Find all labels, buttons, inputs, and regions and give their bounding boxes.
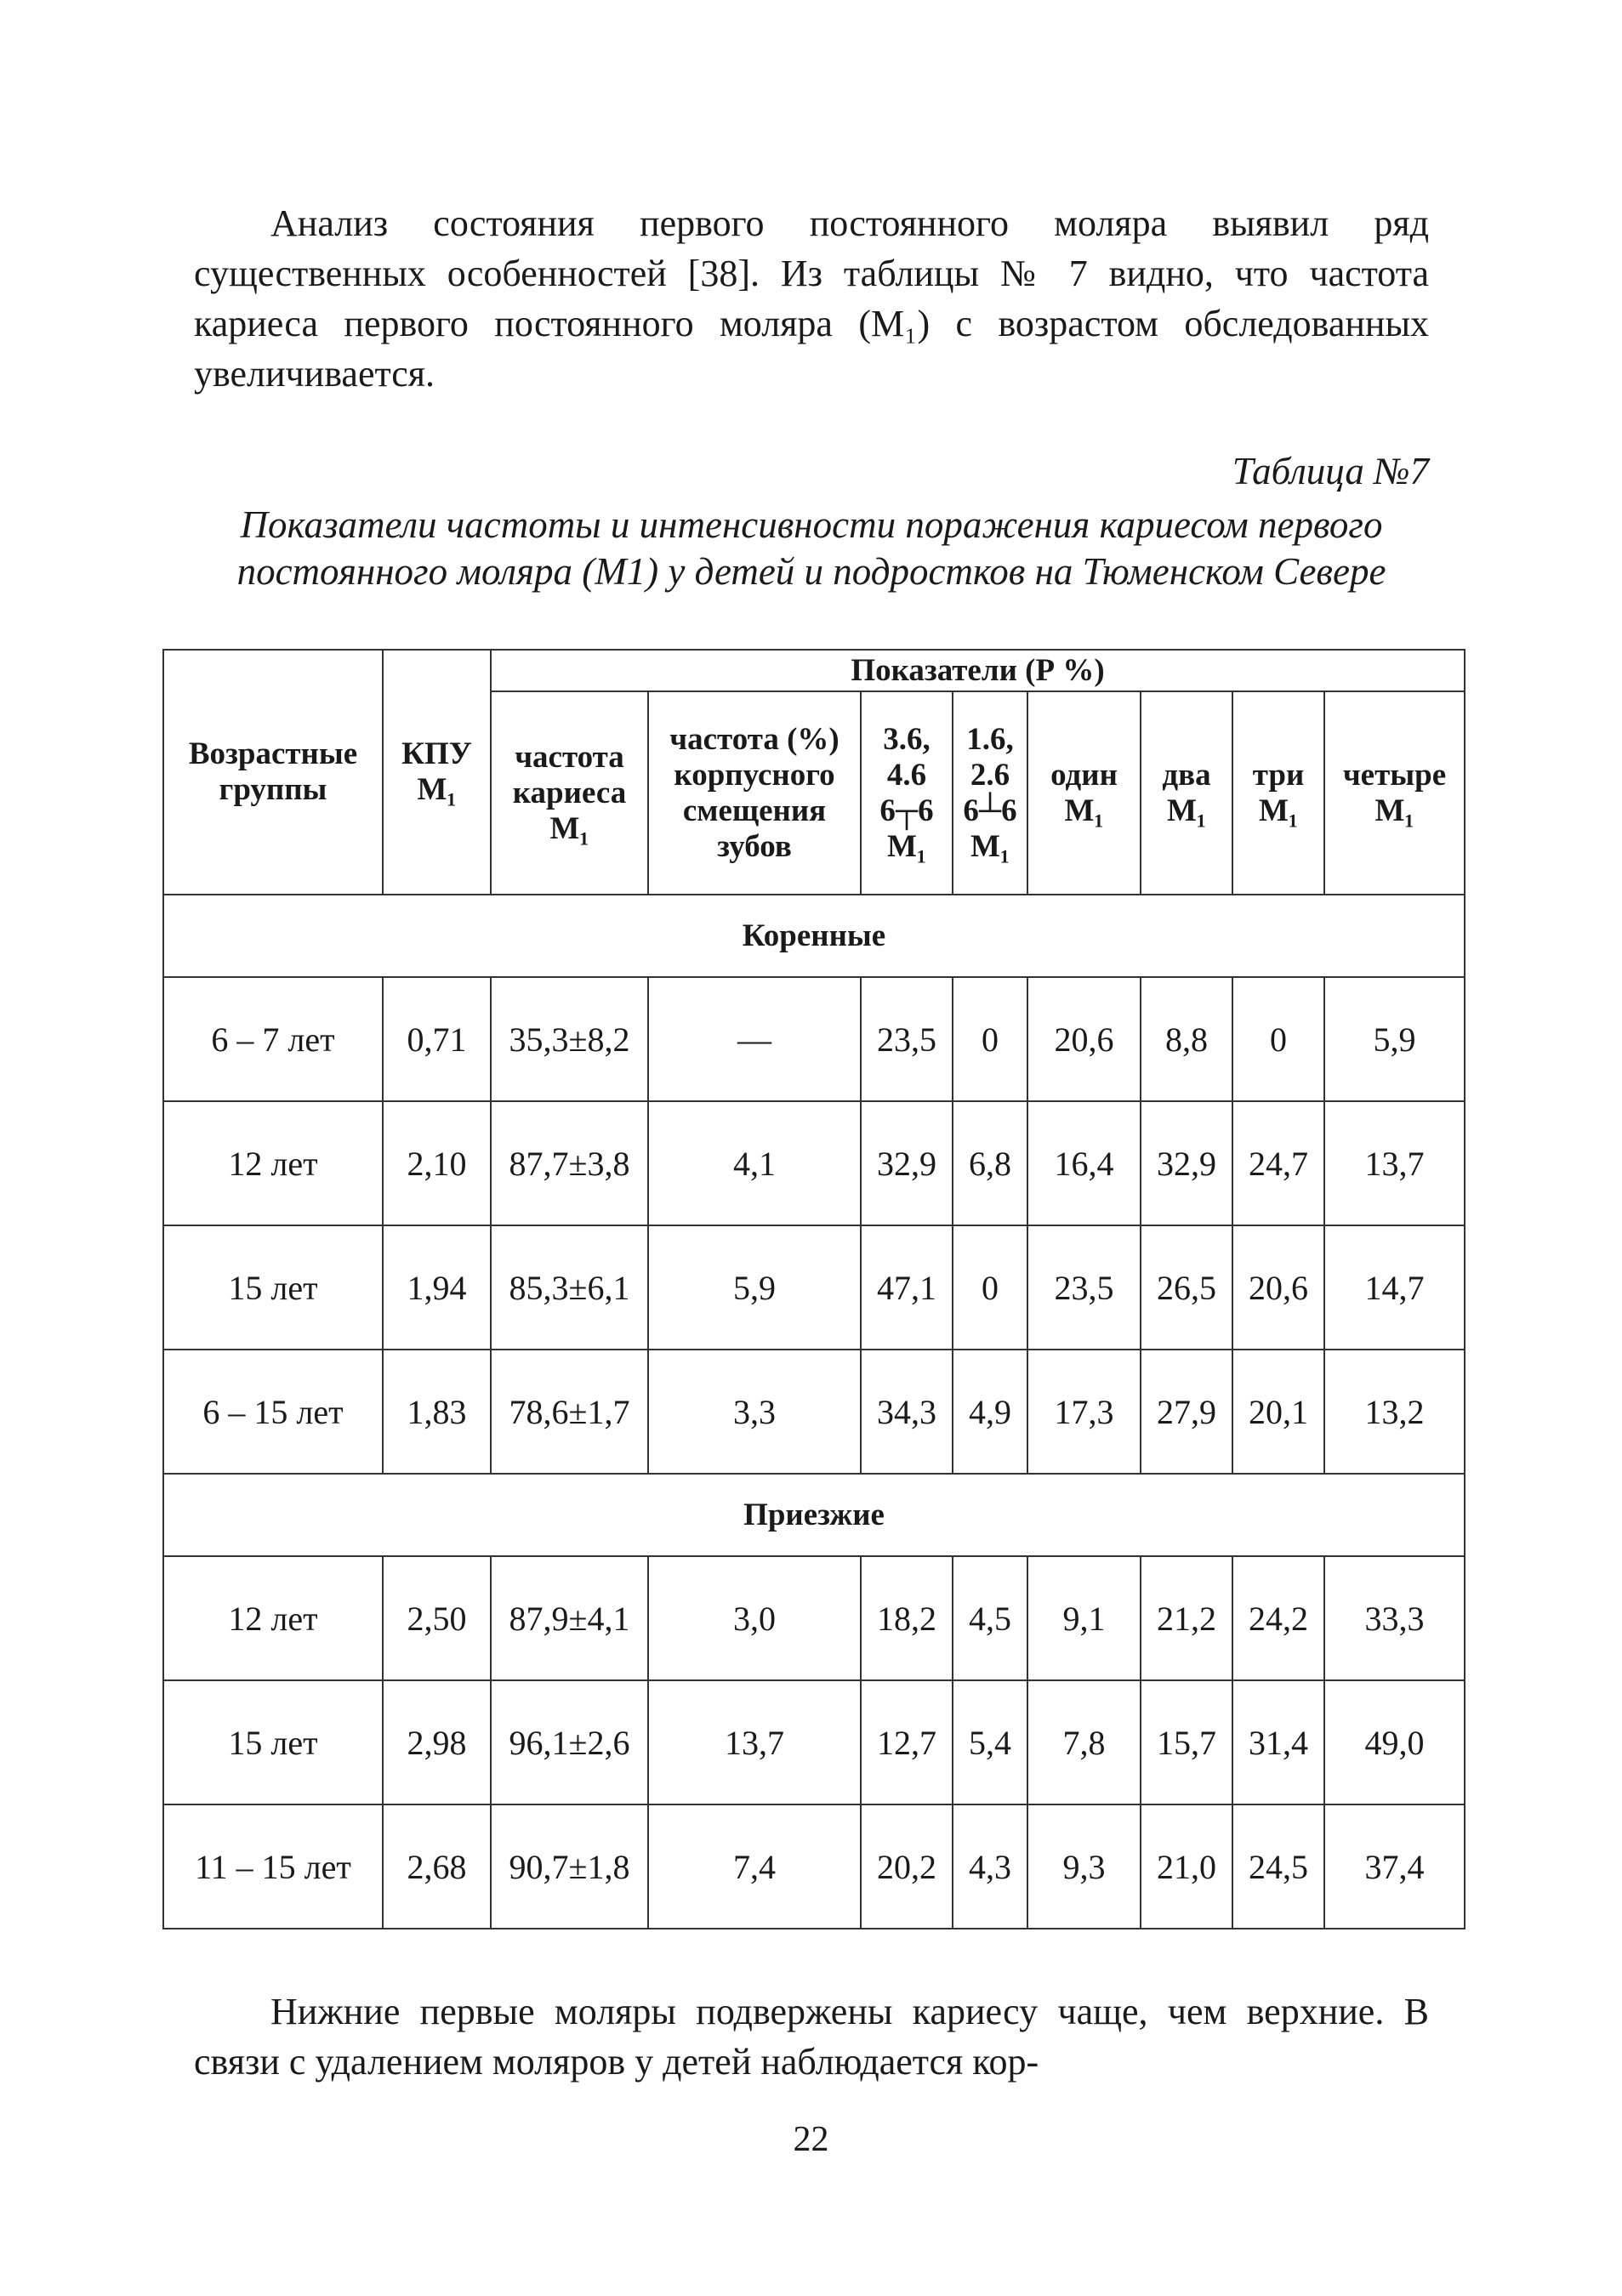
cell-three: 20,1 [1232, 1350, 1324, 1474]
cell-three: 31,4 [1232, 1680, 1324, 1804]
header-lower-teeth: 1.6, 2.6 6┴6 М₁ [953, 691, 1027, 895]
page-number: 22 [793, 2120, 829, 2159]
cell-two: 21,0 [1141, 1804, 1232, 1929]
cell-age: 6 – 7 лет [163, 977, 383, 1101]
cell-disp: 5,9 [648, 1225, 861, 1350]
cell-freq: 87,7±3,8 [491, 1101, 648, 1225]
cell-age: 6 – 15 лет [163, 1350, 383, 1474]
cell-lower: 4,3 [953, 1804, 1027, 1929]
cell-disp: 3,3 [648, 1350, 861, 1474]
cell-disp: 3,0 [648, 1556, 861, 1680]
cell-freq: 87,9±4,1 [491, 1556, 648, 1680]
cell-lower: 5,4 [953, 1680, 1027, 1804]
closing-paragraph: Нижние первые моляры подвержены кариесу чаще, чем верхние. В связи с удалением моляров у детей наблюдается кор- [194, 1991, 1429, 2083]
header-one: один М₁ [1027, 691, 1141, 895]
cell-one: 20,6 [1027, 977, 1141, 1101]
cell-disp: 4,1 [648, 1101, 861, 1225]
table-row [163, 1804, 1465, 1929]
cell-freq: 90,7±1,8 [491, 1804, 648, 1929]
header-age-groups: Возрастные группы [163, 650, 383, 895]
cell-upper: 23,5 [861, 977, 953, 1101]
cell-kpu: 2,10 [383, 1101, 491, 1225]
cell-four: 13,2 [1324, 1350, 1465, 1474]
header-kpu: КПУ М₁ [383, 650, 491, 895]
cell-kpu: 2,68 [383, 1804, 491, 1929]
caries-table [162, 649, 1465, 1929]
cell-age: 15 лет [163, 1225, 383, 1350]
cell-disp: 13,7 [648, 1680, 861, 1804]
group-label: Коренные [163, 895, 1465, 977]
table-title: Показатели частоты и интенсивности поражения кариесом первого постоянного моляра (М1) у детей и подростков на Тюменском Севере [236, 503, 1386, 593]
cell-one: 7,8 [1027, 1680, 1141, 1804]
cell-upper: 18,2 [861, 1556, 953, 1680]
cell-lower: 0 [953, 977, 1027, 1101]
cell-upper: 20,2 [861, 1804, 953, 1929]
cell-kpu: 1,94 [383, 1225, 491, 1350]
cell-freq: 85,3±6,1 [491, 1225, 648, 1350]
cell-lower: 0 [953, 1225, 1027, 1350]
cell-disp: — [648, 977, 861, 1101]
cell-two: 8,8 [1141, 977, 1232, 1101]
cell-age: 12 лет [163, 1101, 383, 1225]
cell-age: 11 – 15 лет [163, 1804, 383, 1929]
cell-age: 12 лет [163, 1556, 383, 1680]
cell-four: 33,3 [1324, 1556, 1465, 1680]
cell-two: 32,9 [1141, 1101, 1232, 1225]
cell-one: 9,1 [1027, 1556, 1141, 1680]
cell-one: 23,5 [1027, 1225, 1141, 1350]
header-two: два М₁ [1141, 691, 1232, 895]
cell-upper: 34,3 [861, 1350, 953, 1474]
cell-two: 27,9 [1141, 1350, 1232, 1474]
cell-four: 5,9 [1324, 977, 1465, 1101]
cell-lower: 4,5 [953, 1556, 1027, 1680]
header-caries-frequency: частота кариеса М₁ [491, 691, 648, 895]
cell-kpu: 1,83 [383, 1350, 491, 1474]
cell-upper: 47,1 [861, 1225, 953, 1350]
header-upper-teeth: 3.6, 4.6 6┬6 М₁ [861, 691, 953, 895]
cell-two: 15,7 [1141, 1680, 1232, 1804]
group-label: Приезжие [163, 1474, 1465, 1556]
intro-paragraph: Анализ состояния первого постоянного моляра выявил ряд существенных особенностей [38]. Из таблицы № 7 видно, что частота кариеса первого постоянного моляра (М₁) с возрастом обследованных увеличивается. [194, 202, 1429, 395]
cell-two: 26,5 [1141, 1225, 1232, 1350]
cell-four: 13,7 [1324, 1101, 1465, 1225]
table-number: Таблица №7 [1232, 450, 1429, 492]
cell-three: 24,7 [1232, 1101, 1324, 1225]
table-row [163, 1101, 1465, 1225]
cell-upper: 32,9 [861, 1101, 953, 1225]
cell-one: 17,3 [1027, 1350, 1141, 1474]
cell-kpu: 2,50 [383, 1556, 491, 1680]
cell-one: 9,3 [1027, 1804, 1141, 1929]
cell-four: 14,7 [1324, 1225, 1465, 1350]
cell-lower: 6,8 [953, 1101, 1027, 1225]
cell-freq: 35,3±8,2 [491, 977, 648, 1101]
cell-three: 24,5 [1232, 1804, 1324, 1929]
cell-freq: 78,6±1,7 [491, 1350, 648, 1474]
cell-upper: 12,7 [861, 1680, 953, 1804]
table-row [163, 1556, 1465, 1680]
header-indicators: Показатели (Р %) [491, 650, 1465, 691]
table-row [163, 977, 1465, 1101]
cell-kpu: 2,98 [383, 1680, 491, 1804]
cell-one: 16,4 [1027, 1101, 1141, 1225]
cell-freq: 96,1±2,6 [491, 1680, 648, 1804]
cell-four: 49,0 [1324, 1680, 1465, 1804]
cell-age: 15 лет [163, 1680, 383, 1804]
table-row [163, 1350, 1465, 1474]
cell-two: 21,2 [1141, 1556, 1232, 1680]
cell-three: 0 [1232, 977, 1324, 1101]
table-row [163, 1680, 1465, 1804]
cell-four: 37,4 [1324, 1804, 1465, 1929]
table-row [163, 1225, 1465, 1350]
cell-lower: 4,9 [953, 1350, 1027, 1474]
header-three: три М₁ [1232, 691, 1324, 895]
cell-kpu: 0,71 [383, 977, 491, 1101]
header-four: четыре М₁ [1324, 691, 1465, 895]
cell-disp: 7,4 [648, 1804, 861, 1929]
cell-three: 24,2 [1232, 1556, 1324, 1680]
cell-three: 20,6 [1232, 1225, 1324, 1350]
header-displacement-frequency: частота (%) корпусного смещения зубов [648, 691, 861, 895]
